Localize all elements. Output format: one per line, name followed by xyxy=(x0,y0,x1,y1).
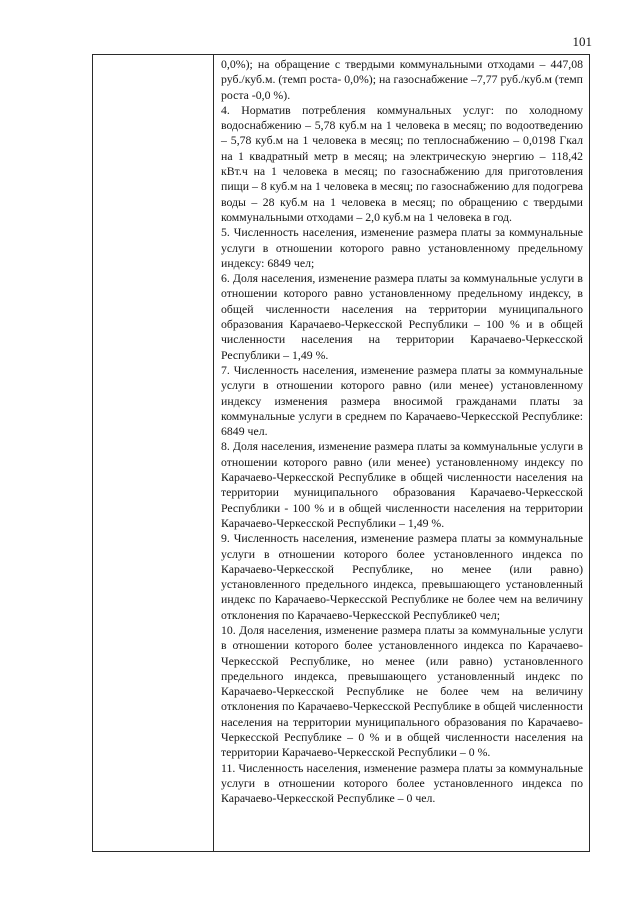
table-right-column xyxy=(215,55,589,851)
paragraph-item-9: 9. Численность населения, изменение размера платы за коммунальные услуги в отношении которого более установленного индекса по Карачаево-Черкесской Республике, но менее (или равно) установленного предельного индекса, превышающего установленный индекс по Карачаево-Черкесской Республике не более чем на величину отклонения по Карачаево-Черкесской Республике0 чел; xyxy=(221,531,583,622)
paragraph-item-4: 4. Норматив потребления коммунальных услуг: по холодному водоснабжению – 5,78 куб.м на 1 человека в месяц; по водоотведению – 5,78 куб.м на 1 человека в месяц; по теплоснабжению – 0,0198 Гкал на 1 квадратный метр в месяц; на электрическую энергию – 118,42 кВт.ч на 1 человека в месяц; по газоснабжению для приготовления пищи – 8 куб.м на 1 человека в месяц; по газоснабжению для подогрева воды – 28 куб.м на 1 человека в месяц; по обращению с твердыми коммунальными отходами – 2,0 куб.м на 1 человека в год. xyxy=(221,102,583,224)
paragraph-item-5: 5. Численность населения, изменение размера платы за коммунальные услуги в отношении которого равно установленному предельному индексу: 6849 чел; xyxy=(221,225,583,270)
table-left-column xyxy=(93,55,214,851)
page-number: 101 xyxy=(572,34,592,49)
content-table xyxy=(92,54,590,852)
paragraph-item-10: 10. Доля населения, изменение размера платы за коммунальные услуги в отношении которого более установленного индекса по Карачаево-Черкесской Республике, но менее (или равно) установленного предельного индекса, превышающего установленный индекс по Карачаево-Черкесской Республике не более чем на величину отклонения по Карачаево-Черкесской Республике в общей численности населения на территории муниципального образования по Карачаево-Черкесской Республике – 0 % и в общей численности населения на территории Карачаево-Черкесской Республики – 0 %. xyxy=(221,622,583,760)
paragraph-item-11: 11. Численность населения, изменение размера платы за коммунальные услуги в отношении которого более установленного индекса по Карачаево-Черкесской Республике – 0 чел. xyxy=(221,760,583,806)
paragraph-item-7: 7. Численность населения, изменение размера платы за коммунальные услуги в отношении которого равно (или менее) установленному индексу изменения размера вносимой гражданами платы за коммунальные услуги в среднем по Карачаево-Черкесской Республике: 6849 чел. xyxy=(221,362,583,439)
paragraph-tariff-continuation: 0,0%); на обращение с твердыми коммунальными отходами – 447,08 руб./куб.м. (темп роста- 0,0%); на газоснабжение –7,77 руб./куб.м (темп роста -0,0 %). xyxy=(221,57,583,102)
paragraph-item-6: 6. Доля населения, изменение размера платы за коммунальные услуги в отношении которого равно установленному предельному индексу, в общей численности населения на территории муниципального образования Карачаево-Черкесской Республики – 100 % и в общей численности населения на территории Карачаево-Черкесской Республики – 1,49 %. xyxy=(221,271,583,362)
paragraph-item-8: 8. Доля населения, изменение размера платы за коммунальные услуги в отношении которого равно (или менее) установленному индексу по Карачаево-Черкесской Республике в общей численности населения на территории муниципального образования Карачаево-Черкесской Республики - 100 % и в общей численности населения на территории Карачаево-Черкесской Республики – 1,49 %. xyxy=(221,439,583,530)
